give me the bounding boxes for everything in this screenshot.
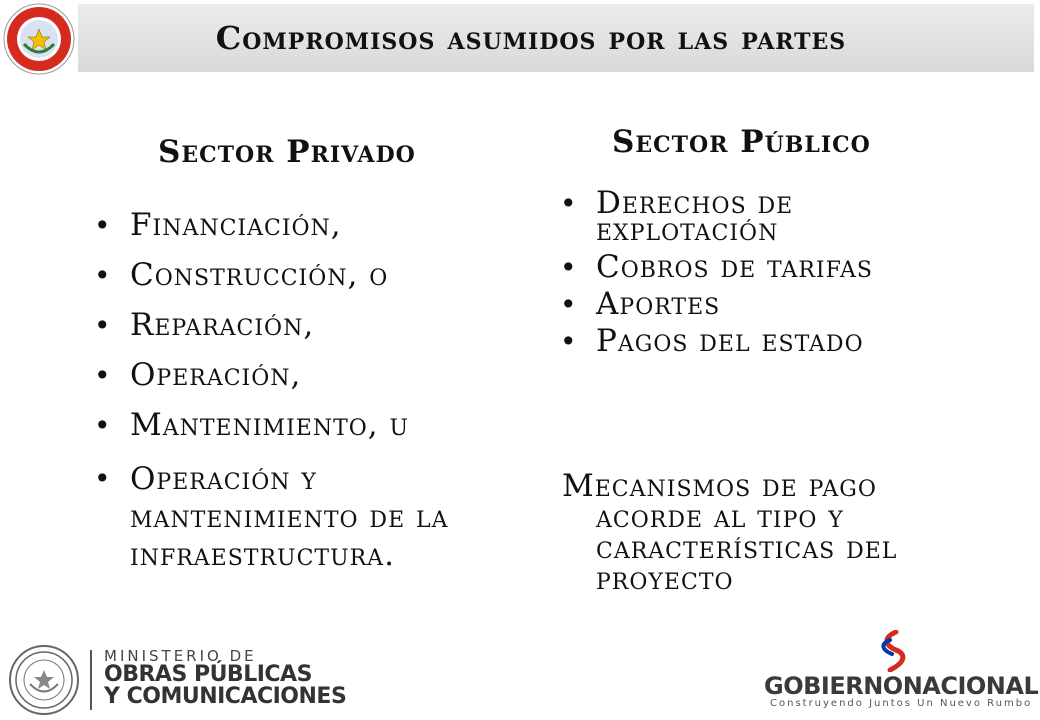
gobierno-tagline: Construyendo Juntos Un Nuevo Rumbo	[770, 698, 1033, 709]
ministry-logo	[104, 648, 346, 708]
public-sector-list	[560, 185, 896, 365]
private-sector-list	[94, 207, 510, 593]
gobierno-nacional-logo	[764, 630, 1039, 715]
list-item: • Aportes	[560, 291, 896, 318]
title-bar	[78, 4, 1034, 72]
slide-title: Compromisos asumidos por las partes	[215, 19, 847, 57]
footer-divider	[90, 650, 92, 710]
ministry-line1: MINISTERIO DE	[104, 647, 257, 665]
list-item: • Operación y mantenimiento de la infraestructura.	[94, 460, 510, 574]
list-item: • Financiación,	[94, 210, 510, 241]
list-item: • Mantenimiento, u	[94, 410, 510, 441]
public-sector-heading: Sector Público	[612, 124, 871, 160]
list-item: • Operación,	[94, 360, 510, 391]
ministry-line2: OBRAS PÚBLICAS	[104, 662, 312, 687]
list-item: • Cobros de tarifas	[560, 254, 896, 281]
paraguay-seal-icon	[2, 2, 76, 76]
gov-name-part2: NACIONAL	[902, 672, 1039, 700]
paraguay-seal-gray-icon	[8, 644, 80, 716]
list-item: • Reparación,	[94, 310, 510, 341]
payment-mechanisms-rest: acorde al tipo y características del proyecto	[596, 499, 898, 597]
payment-mechanisms-text	[562, 468, 982, 597]
ministry-line3: Y COMUNICACIONES	[104, 684, 347, 709]
list-item: • Construcción, o	[94, 260, 510, 291]
gov-name-part1: GOBIERNO	[764, 672, 903, 700]
private-sector-heading: Sector Privado	[158, 134, 416, 170]
gobierno-swoosh-icon	[876, 630, 912, 672]
gobierno-nacional-name	[764, 672, 1038, 700]
list-item: • Pagos del estado	[560, 328, 896, 355]
payment-mechanisms-first-line: Mecanismos de pago	[562, 468, 877, 504]
list-item: • Derechos de explotación	[560, 190, 896, 244]
